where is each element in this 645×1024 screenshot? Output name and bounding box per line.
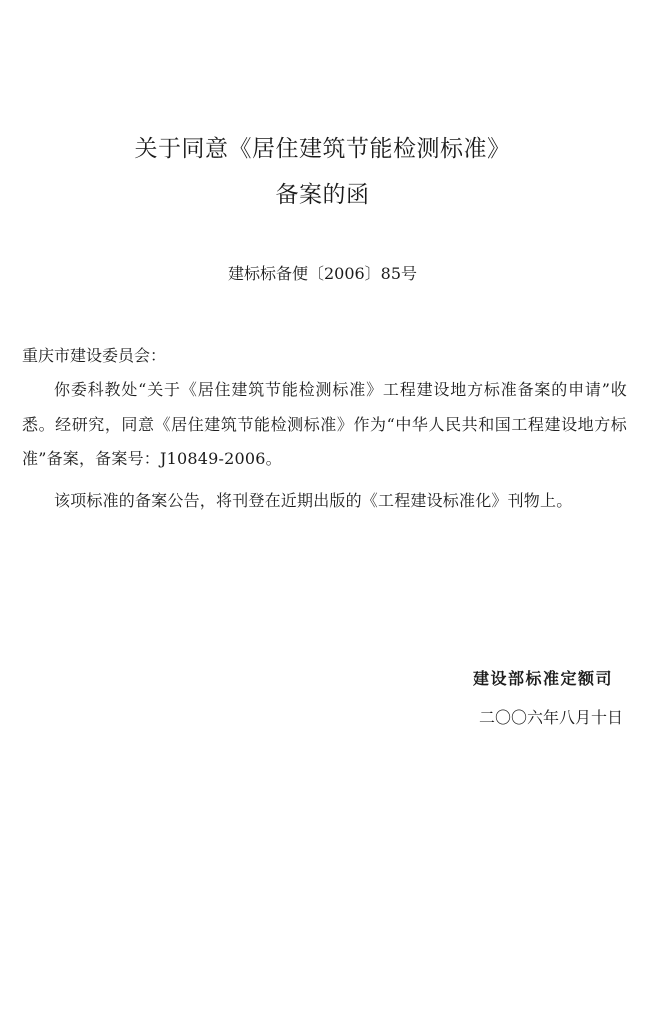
document-reference-number: 建标标备便〔2006〕85号 xyxy=(227,264,418,283)
document-title-line-2: 备案的函 xyxy=(275,182,370,208)
issue-date: 二〇〇六年八月十日 xyxy=(478,708,623,727)
document-title-line-1: 关于同意《居住建筑节能检测标准》 xyxy=(134,136,511,162)
body-paragraph-1: 你委科教处“关于《居住建筑节能检测标准》工程建设地方标准备案的申请”收悉。经研究，同意《居住建筑节能检测标准》作为“中华人民共和国工程建设地方标准”备案，备案号：J10849-2006。 xyxy=(22,380,627,468)
body-paragraph-2: 该项标准的备案公告，将刊登在近期出版的《工程建设标准化》刊物上。 xyxy=(54,491,573,510)
issuing-department: 建设部标准定额司 xyxy=(472,669,613,688)
salutation: 重庆市建设委员会： xyxy=(22,346,167,365)
